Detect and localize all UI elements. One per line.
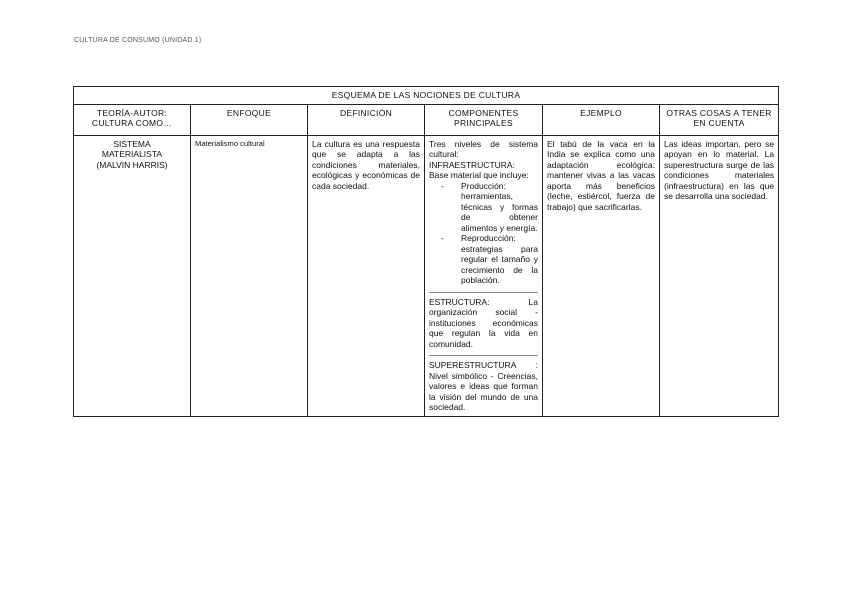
header-ejemplo: EJEMPLO [543,104,660,135]
table-title: ESQUEMA DE LAS NOCIONES DE CULTURA [74,87,779,105]
header-definicion: DEFINICIÓN [308,104,425,135]
bullet-dash: - [441,180,444,191]
header-componentes: COMPONENTES PRINCIPALES [425,104,543,135]
table-row [74,135,779,416]
infra-title: INFRAESTRUCTURA: [429,159,515,170]
ejemplo-text: El tabú de la vaca en la India se explica como una adaptación ecológica: mantener vivas a las vacas aporta más beneficios (leche, estiércol, fuerza de trabajo) que sacrificarlas. [547,138,655,212]
running-head: CULTURA DE CONSUMO (UNIDAD 1) [74,37,202,44]
cell-theory [74,135,191,416]
cell-componentes [425,135,543,416]
header-enfoque: ENFOQUE [191,104,308,135]
bullet-produccion [441,181,538,234]
divider [429,355,538,356]
cell-otras [660,135,779,416]
cell-definicion [308,135,425,416]
bullet-text: Producción: herramientas, técnicas y formas de obtener alimentos y energía. [461,180,538,233]
bullet-text: Reproducción: estrategias para regular el tamaño y crecimiento de la población. [461,233,538,285]
infra-text: Base material que incluye: [429,170,529,180]
bullet-dash: - [441,233,444,243]
header-theory: TEORÍA-AUTOR: CULTURA COMO… [74,104,191,135]
bullet-reproduccion [441,233,538,286]
divider [429,292,538,293]
estructura-text: ESTRUCTURA: La organización social -instituciones económicas que regulan la vida en comunidad. [429,296,538,349]
componentes-intro: Tres niveles de sistema cultural: [429,138,538,159]
enfoque-text: Materialismo cultural [195,138,265,148]
definicion-text: La cultura es una respuesta que se adapta a las condiciones materiales, ecológicas y económicas de cada sociedad. [312,138,420,191]
superestructura-text: SUPERESTRUCTURA : Nivel simbólico - Creencias, valores e ideas que forman la visión del mundo de una sociedad. [429,360,538,412]
culture-notions-table [73,86,779,417]
otras-text: Las ideas importan, pero se apoyan en lo material. La superestructura surge de las condiciones materiales (infraestructura) en las que se desarrolla una sociedad. [664,138,775,201]
cell-ejemplo [543,135,660,416]
header-otras: OTRAS COSAS A TENER EN CUENTA [660,104,779,135]
theory-text: SISTEMA MATERIALISTA (MALVIN HARRIS) [96,138,168,170]
cell-enfoque [191,135,308,416]
